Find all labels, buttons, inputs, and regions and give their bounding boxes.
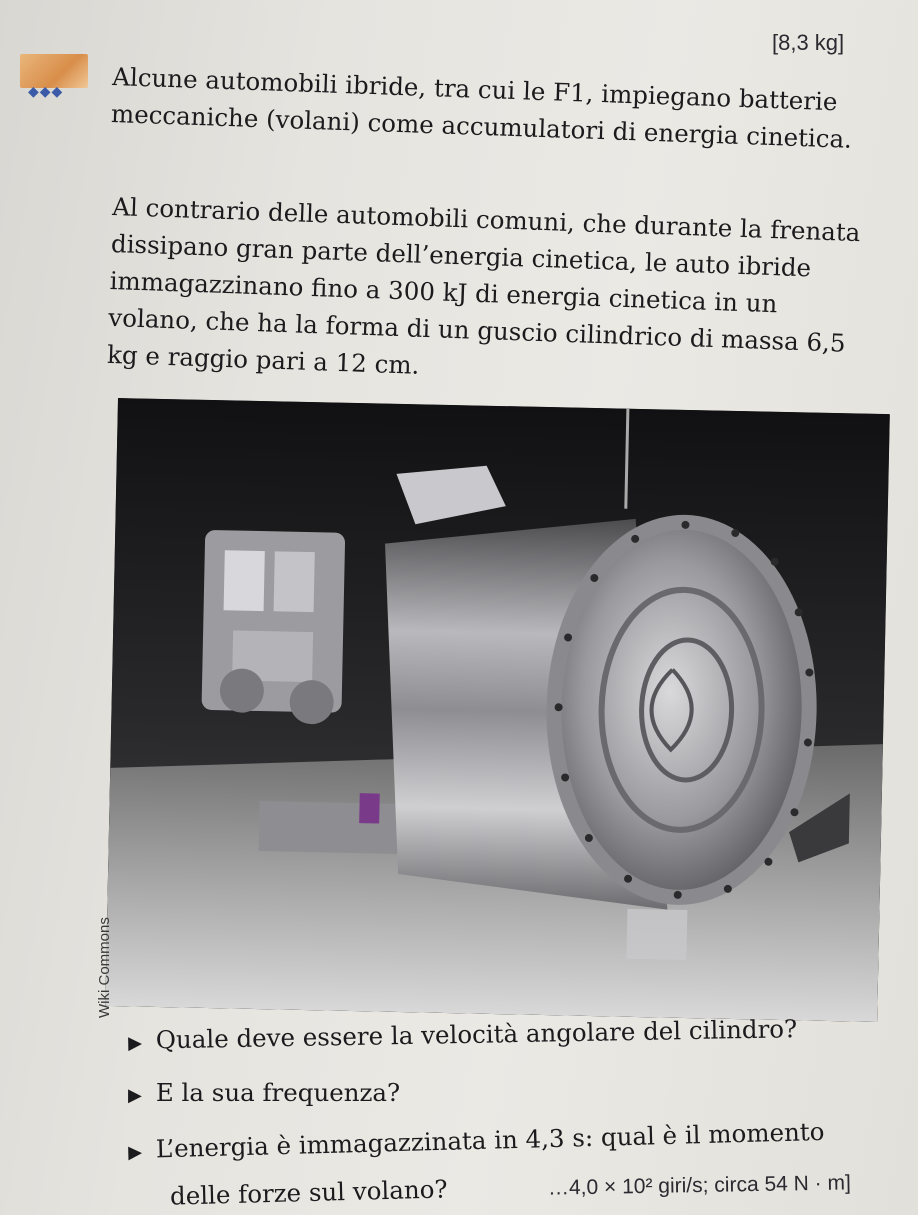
- question-1: [128, 1014, 798, 1055]
- triangle-right-icon: ▶: [127, 1032, 143, 1054]
- question-3-continuation: delle forze sul volano?: [169, 1174, 448, 1211]
- question-2: [128, 1078, 400, 1107]
- answer-top: [8,3 kg]: [772, 30, 845, 55]
- question-2-text: E la sua frequenza?: [155, 1078, 401, 1107]
- question-3: [128, 1117, 825, 1164]
- triangle-right-icon: ▶: [128, 1085, 142, 1106]
- problem-paragraph-1: [110, 58, 872, 158]
- paragraph-2-text: Al contrario delle automobili comuni, che durante la frenata dissipano gran parte dell’energia cinetica, le auto ibride immagazzinano fino a 300 kJ di energia cinetica in un volano, che ha la forma di un guscio cilindrico di massa 6,5 kg e raggio pari a 12 cm.: [106, 191, 861, 380]
- question-3-text: L’energia è immagazzinata in 4,3 s: qual è il momento: [155, 1116, 825, 1164]
- photo-credit: Wiki Commons: [96, 917, 113, 1018]
- paragraph-1-text: Alcune automobili ibride, tra cui le F1, impiegano batterie meccaniche (volani) come accumulatori di energia cinetica.: [110, 61, 853, 154]
- answer-bottom: …4,0 × 10² giri/s; circa 54 N · m]: [547, 1171, 852, 1200]
- exercise-number-badge: [20, 54, 88, 88]
- flywheel-photo: [105, 398, 890, 1022]
- triangle-right-icon: ▶: [127, 1141, 143, 1164]
- question-1-text: Quale deve essere la velocità angolare del cilindro?: [155, 1014, 798, 1055]
- diamond-icon: ◆◆◆: [28, 84, 64, 100]
- problem-paragraph-2: [107, 188, 873, 399]
- flywheel-illustration: [105, 398, 890, 1022]
